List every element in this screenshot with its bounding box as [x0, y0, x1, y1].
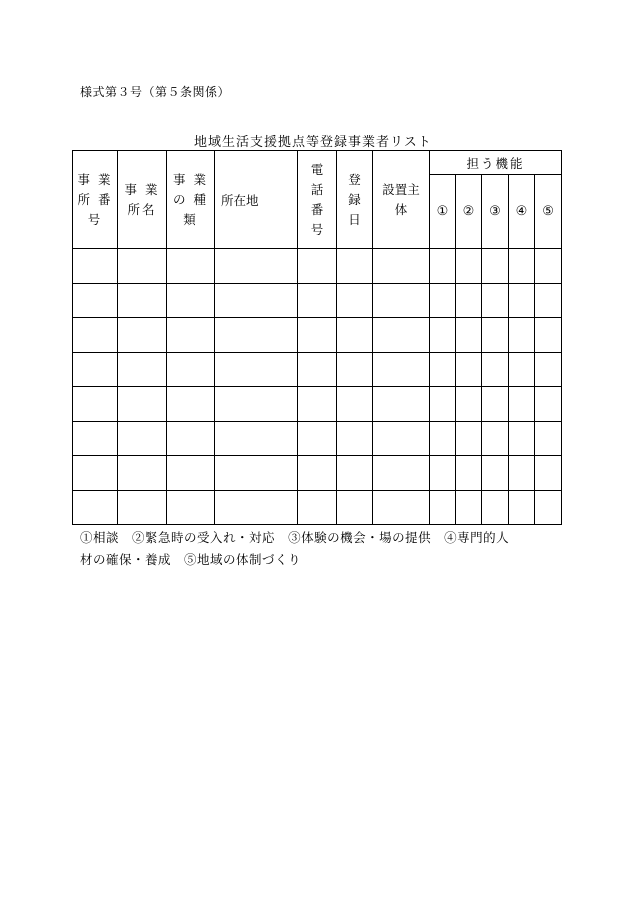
table-cell — [118, 283, 167, 318]
table-cell — [73, 283, 118, 318]
table-cell — [373, 283, 430, 318]
table-cell — [482, 490, 509, 525]
table-row — [73, 249, 562, 284]
table-cell — [337, 352, 373, 387]
table-cell — [456, 387, 482, 422]
table-cell — [215, 456, 298, 491]
table-cell — [167, 387, 215, 422]
table-cell — [337, 490, 373, 525]
header-role-2: ② — [456, 175, 482, 249]
table-cell — [73, 456, 118, 491]
table-cell — [73, 421, 118, 456]
table-cell — [430, 387, 456, 422]
table-cell — [535, 456, 562, 491]
table-cell — [482, 456, 509, 491]
table-cell — [337, 421, 373, 456]
table-cell — [535, 387, 562, 422]
header-role-5: ⑤ — [535, 175, 562, 249]
table-cell — [456, 456, 482, 491]
table-cell — [456, 490, 482, 525]
table-cell — [482, 421, 509, 456]
table-cell — [298, 387, 337, 422]
header-phone: 電 話 番 号 — [298, 151, 337, 249]
table-cell — [118, 421, 167, 456]
table-cell — [509, 421, 535, 456]
table-cell — [215, 352, 298, 387]
header-address: 所在地 — [215, 151, 298, 249]
header-role-4: ④ — [509, 175, 535, 249]
table-cell — [456, 318, 482, 353]
table-cell — [430, 421, 456, 456]
table-cell — [430, 490, 456, 525]
table-cell — [535, 352, 562, 387]
table-cell — [298, 318, 337, 353]
table-cell — [337, 387, 373, 422]
table-row — [73, 352, 562, 387]
table-cell — [482, 352, 509, 387]
table-cell — [167, 318, 215, 353]
table-cell — [430, 318, 456, 353]
table-cell — [167, 490, 215, 525]
header-roles-group: 担う機能 — [430, 151, 562, 175]
table-cell — [167, 283, 215, 318]
table-cell — [298, 249, 337, 284]
document-title: 地域生活支援拠点等登録事業者リスト — [194, 135, 432, 150]
table-cell — [509, 490, 535, 525]
table-cell — [373, 421, 430, 456]
table-cell — [509, 283, 535, 318]
table-cell — [118, 249, 167, 284]
header-business-type: 事 業 の 種 類 — [167, 151, 215, 249]
table-cell — [509, 387, 535, 422]
table-cell — [373, 249, 430, 284]
table-cell — [430, 456, 456, 491]
table-cell — [535, 421, 562, 456]
table-cell — [73, 318, 118, 353]
table-cell — [509, 318, 535, 353]
header-role-3: ③ — [482, 175, 509, 249]
table-cell — [118, 352, 167, 387]
table-cell — [456, 421, 482, 456]
table-cell — [73, 490, 118, 525]
header-business-number: 事 業 所 番 号 — [73, 151, 118, 249]
table-cell — [118, 490, 167, 525]
table-cell — [337, 283, 373, 318]
table-cell — [118, 318, 167, 353]
table-cell — [73, 387, 118, 422]
table-cell — [167, 421, 215, 456]
table-cell — [337, 249, 373, 284]
table-cell — [456, 352, 482, 387]
table-cell — [118, 387, 167, 422]
table-row — [73, 421, 562, 456]
table-cell — [215, 421, 298, 456]
table-cell — [373, 456, 430, 491]
table-body — [73, 249, 562, 525]
legend-line-2: 材の確保・養成 ⑤地域の体制づくり — [80, 552, 302, 567]
table-cell — [73, 249, 118, 284]
table-cell — [482, 387, 509, 422]
table-cell — [73, 352, 118, 387]
table-cell — [482, 283, 509, 318]
table-cell — [456, 283, 482, 318]
table-row — [73, 318, 562, 353]
table-cell — [430, 283, 456, 318]
table-cell — [456, 249, 482, 284]
table-cell — [535, 283, 562, 318]
table-row — [73, 456, 562, 491]
table-cell — [509, 352, 535, 387]
table-cell — [215, 249, 298, 284]
table-cell — [509, 249, 535, 284]
table-cell — [535, 490, 562, 525]
header-registration-date: 登 録 日 — [337, 151, 373, 249]
table-cell — [298, 456, 337, 491]
table-cell — [215, 490, 298, 525]
table-row — [73, 283, 562, 318]
table-cell — [337, 456, 373, 491]
table-cell — [215, 318, 298, 353]
table-row — [73, 490, 562, 525]
table-cell — [482, 318, 509, 353]
table-cell — [167, 249, 215, 284]
table-cell — [298, 421, 337, 456]
table-cell — [509, 456, 535, 491]
table-cell — [430, 352, 456, 387]
table-cell — [167, 456, 215, 491]
table-cell — [482, 249, 509, 284]
header-establishing-body: 設置主 体 — [373, 151, 430, 249]
role-legend — [80, 527, 560, 571]
table-cell — [118, 456, 167, 491]
legend-line-1: ①相談 ②緊急時の受入れ・対応 ③体験の機会・場の提供 ④専門的人 — [80, 530, 510, 545]
header-role-1: ① — [430, 175, 456, 249]
table-cell — [430, 249, 456, 284]
table-cell — [535, 249, 562, 284]
table-row — [73, 387, 562, 422]
table-cell — [373, 387, 430, 422]
table-cell — [298, 283, 337, 318]
table-cell — [298, 352, 337, 387]
registration-table — [72, 150, 562, 525]
table-cell — [373, 318, 430, 353]
table-cell — [215, 283, 298, 318]
header-business-name: 事 業 所名 — [118, 151, 167, 249]
table-cell — [298, 490, 337, 525]
table-cell — [535, 318, 562, 353]
table-cell — [373, 352, 430, 387]
table-cell — [373, 490, 430, 525]
form-number: 様式第３号（第５条関係） — [80, 85, 231, 99]
table-cell — [337, 318, 373, 353]
table-cell — [167, 352, 215, 387]
table-cell — [215, 387, 298, 422]
